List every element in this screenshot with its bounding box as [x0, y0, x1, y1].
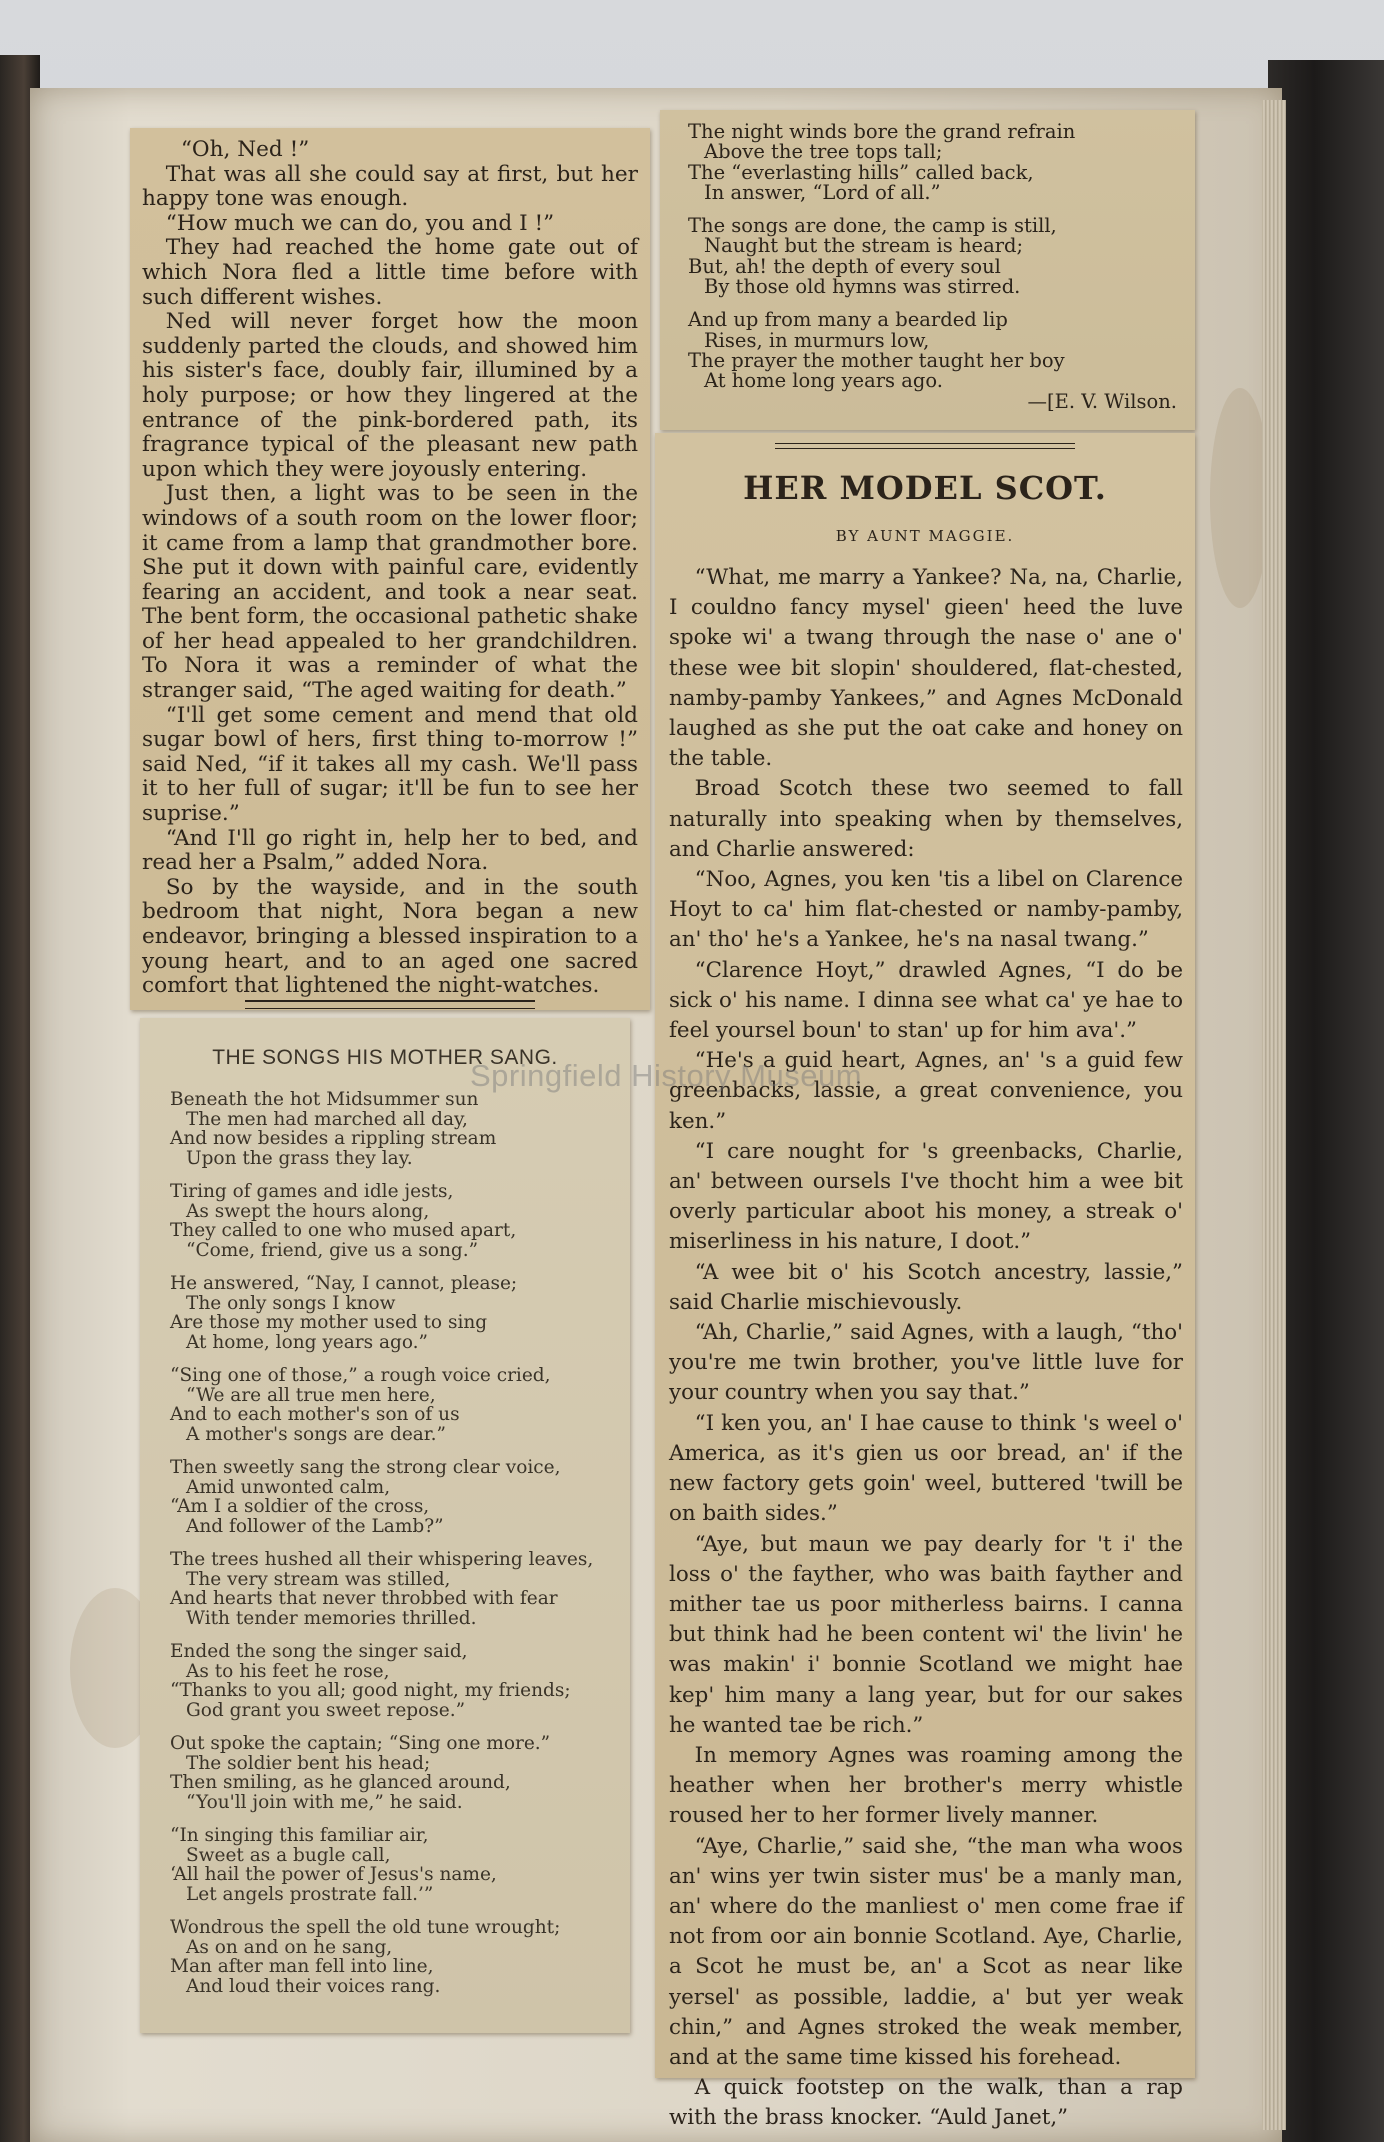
paragraph: That was all she could say at first, but her happy tone was enough. [142, 161, 638, 212]
story-byline: BY AUNT MAGGIE. [835, 527, 1015, 545]
poem-line: Then smiling, as he glanced around, [170, 1772, 511, 1793]
paragraph: “What, me marry a Yankee? Na, na, Charlie, I couldno fancy mysel' gieen' heed the luve spoke wi' a twang through the nase o' ane o' these wee bit slopin' shouldered, flat-chested, namby-pamby Yankees,” and Agnes McDonald laughed as she put the oat cake and honey on the table. [669, 565, 1183, 772]
poem-line: And up from many a bearded lip [688, 308, 1008, 332]
poem-line: As on and on he sang, [186, 1936, 393, 1958]
poem-line: Are those my mother used to sing [170, 1312, 488, 1333]
clipping-story-ending [130, 128, 650, 1010]
poem-line: The only songs I know [186, 1292, 396, 1314]
poem-line: God grant you sweet repose.” [186, 1699, 466, 1721]
story-title: HER MODEL SCOT. [743, 469, 1107, 507]
stanza [170, 1918, 593, 1996]
paragraph: “He's a guid heart, Agnes, an' 's a guid few greenbacks, lassie, a great convenience, you ken.” [669, 1048, 1183, 1134]
poem-line: “You'll join with me,” he said. [186, 1791, 463, 1813]
stanza [688, 122, 1181, 203]
stanza [170, 1734, 593, 1812]
paragraph: “Noo, Agnes, you ken 'tis a libel on Clarence Hoyt to ca' him flat-chested or namby-pamby, an' tho' he's a Yankee, he's na nasal twang.” [669, 867, 1183, 953]
paragraph: “I care nought for 's greenbacks, Charlie, an' between oursels I've thocht him a wee bit overly particular aboot his money, a streak o' miserliness in his nature, I doot.” [669, 1138, 1183, 1255]
poem-line: But, ah! the depth of every soul [688, 254, 1001, 278]
poem-title: THE SONGS HIS MOTHER SANG. [212, 1046, 558, 1069]
poem-line: Above the tree tops tall; [704, 140, 943, 164]
paragraph: “A wee bit o' his Scotch ancestry, lassie,” said Charlie mischievously. [669, 1259, 1183, 1315]
poem-line: At home, long years ago.” [186, 1331, 429, 1353]
poem-line: “Sing one of those,” a rough voice cried, [170, 1365, 551, 1386]
poem-line: By those old hymns was stirred. [704, 275, 1021, 299]
poem-line: And loud their voices rang. [186, 1975, 441, 1997]
poem-line: And now besides a rippling stream [170, 1128, 497, 1149]
clipping-her-model-scot [655, 433, 1195, 2131]
poem-line: They called to one who mused apart, [170, 1220, 517, 1241]
paragraph: “Aye, but maun we pay dearly for 't i' the loss o' the fayther, who was baith fayther and mither tae us poor mitherless bairns. I canna but think had he been content wi' the livin' he was makin' i' bonnie Scotland we might hae kep' him many a lang year, but for our sakes he wanted tae be rich.” [669, 1531, 1183, 1738]
poem-line: Sweet as a bugle call, [186, 1844, 391, 1866]
stanza [170, 1366, 593, 1444]
poem-line: Amid unwonted calm, [186, 1476, 391, 1498]
poem-line: The trees hushed all their whispering leaves, [170, 1549, 594, 1570]
page-edges [1262, 100, 1286, 2130]
poem-line: Man after man fell into line, [170, 1956, 434, 1977]
poem-line: As to his feet he rose, [186, 1660, 390, 1682]
poem-line: Out spoke the captain; “Sing one more.” [170, 1733, 551, 1754]
poem-line: At home long years ago. [704, 369, 943, 393]
poem-line: The night winds bore the grand refrain [688, 120, 1076, 143]
stanza [170, 1550, 593, 1628]
stanza [170, 1458, 593, 1536]
stanza [170, 1826, 593, 1904]
poem-line: “Come, friend, give us a song.” [186, 1239, 479, 1261]
section-rule [245, 1000, 535, 1009]
section-rule [775, 448, 1075, 449]
stanza [688, 310, 1181, 391]
poem-body [170, 1090, 593, 2010]
poem-line: Beneath the hot Midsummer sun [170, 1089, 479, 1110]
section-rule [775, 443, 1075, 444]
poem-line: Then sweetly sang the strong clear voice, [170, 1457, 561, 1478]
poem-attribution: —[E. V. Wilson. [1027, 389, 1177, 413]
story-ending-text [142, 138, 638, 999]
poem-line: And to each mother's son of us [170, 1404, 460, 1425]
paragraph: So by the wayside, and in the south bedroom that night, Nora began a new endeavor, bringing a blessed inspiration to a young heart, and to an aged one sacred comfort that lightened the night-watches. [142, 874, 638, 999]
poem-line: And hearts that never throbbed with fear [170, 1588, 558, 1609]
story-body [669, 563, 1183, 2134]
poem-line: “Thanks to you all; good night, my friends; [170, 1680, 571, 1701]
poem-line: Naught but the stream is heard; [704, 234, 1024, 258]
paragraph: Ned will never forget how the moon suddenly parted the clouds, and showed him his sister's face, doubly fair, illumined by a holy purpose; or how they lingered at the entrance of the pink-bordered path, its fragrance typical of the pleasant new path upon which they were joyously entering. [142, 309, 638, 482]
poem-line: With tender memories thrilled. [186, 1607, 477, 1629]
paragraph: “And I'll go right in, help her to bed, and read her a Psalm,” added Nora. [142, 825, 638, 876]
paragraph: They had reached the home gate out of which Nora fled a little time before with such different wishes. [142, 235, 638, 310]
poem-line: “We are all true men here, [186, 1384, 436, 1406]
poem-line: As swept the hours along, [186, 1200, 430, 1222]
poem-line: In answer, “Lord of all.” [704, 180, 941, 204]
poem-line: ‘All hail the power of Jesus's name, [170, 1864, 497, 1885]
poem-line: Ended the song the singer said, [170, 1641, 468, 1662]
poem-ending-body [688, 122, 1181, 412]
poem-line: The “everlasting hills” called back, [688, 160, 1034, 184]
stanza [688, 216, 1181, 297]
paragraph: “Aye, Charlie,” said she, “the man wha woos an' wins yer twin sister mus' be a manly man, an' where do the manliest o' men come frae if not from oor ain bonnie Scotland. Aye, Charlie, a Scot he must be, an' a Scot as near like yersel' as possible, laddie, a' but yer weak chin,” and Agnes stroked the weak member, and at the same time kissed his forehead. [669, 1833, 1183, 2070]
stanza [170, 1642, 593, 1720]
poem-line: Upon the grass they lay. [186, 1147, 413, 1169]
poem-line: The songs are done, the camp is still, [688, 214, 1057, 238]
paragraph: “Clarence Hoyt,” drawled Agnes, “I do be sick o' his name. I dinna see what ca' ye hae to feel yoursel boun' to stan' up for him ava'.” [669, 957, 1183, 1044]
clipping-poem-ending [660, 110, 1195, 430]
paragraph: Just then, a light was to be seen in the windows of a south room on the lower floor; it came from a lamp that grandmother bore. She put it down with painful care, evidently fearing an accident, and took a near seat. The bent form, the occasional pathetic shake of her head appealed to her grandchildren. To Nora it was a reminder of what the stranger said, “The aged waiting for death.” [142, 481, 638, 704]
museum-watermark: Springfield History Museum [470, 1058, 863, 1093]
poem-line: A mother's songs are dear.” [186, 1423, 446, 1445]
poem-line: The prayer the mother taught her boy [688, 348, 1065, 372]
paragraph: “How much we can do, you and I !” [165, 210, 555, 236]
paragraph: “I ken you, an' I hae cause to think 's weel o' America, as it's gien us oor bread, an' if the new factory gets goin' weel, buttered 'twill be on baith sides.” [669, 1410, 1183, 1527]
poem-line: Tiring of games and idle jests, [170, 1181, 454, 1202]
poem-line: And follower of the Lamb?” [186, 1515, 444, 1537]
stanza [170, 1182, 593, 1260]
poem-line: He answered, “Nay, I cannot, please; [170, 1273, 518, 1294]
paragraph: “Oh, Ned !” [180, 137, 310, 162]
paragraph: A quick footstep on the walk, than a rap with the brass knocker. “Auld Janet,” [669, 2075, 1183, 2131]
poem-line: Wondrous the spell the old tune wrought; [170, 1917, 561, 1938]
paragraph: Broad Scotch these two seemed to fall naturally into speaking when by themselves, and Charlie answered: [669, 776, 1183, 862]
poem-line: Rises, in murmurs low, [704, 328, 930, 352]
paragraph: In memory Agnes was roaming among the heather when her brother's merry whistle roused her to her former lively manner. [669, 1742, 1183, 1829]
poem-line: “Am I a soldier of the cross, [170, 1496, 430, 1517]
poem-line: The men had marched all day, [186, 1108, 468, 1130]
stanza [170, 1274, 593, 1352]
paragraph: “I'll get some cement and mend that old sugar bowl of hers, first thing to-morrow !” said Ned, “if it takes all my cash. We'll pass it to her full of sugar; it'll be fun to see her suprise.” [142, 702, 638, 827]
page-stain [1210, 388, 1270, 608]
poem-line: Let angels prostrate fall.’” [186, 1883, 434, 1905]
clipping-songs-poem [140, 1018, 630, 2033]
stanza [170, 1090, 593, 1168]
poem-line: The soldier bent his head; [186, 1752, 431, 1774]
poem-line: “In singing this familiar air, [170, 1825, 429, 1846]
paragraph: “Ah, Charlie,” said Agnes, with a laugh, “tho' you're me twin brother, you've little luve for your country when you say that.” [669, 1320, 1183, 1406]
poem-line: The very stream was stilled, [186, 1568, 451, 1590]
